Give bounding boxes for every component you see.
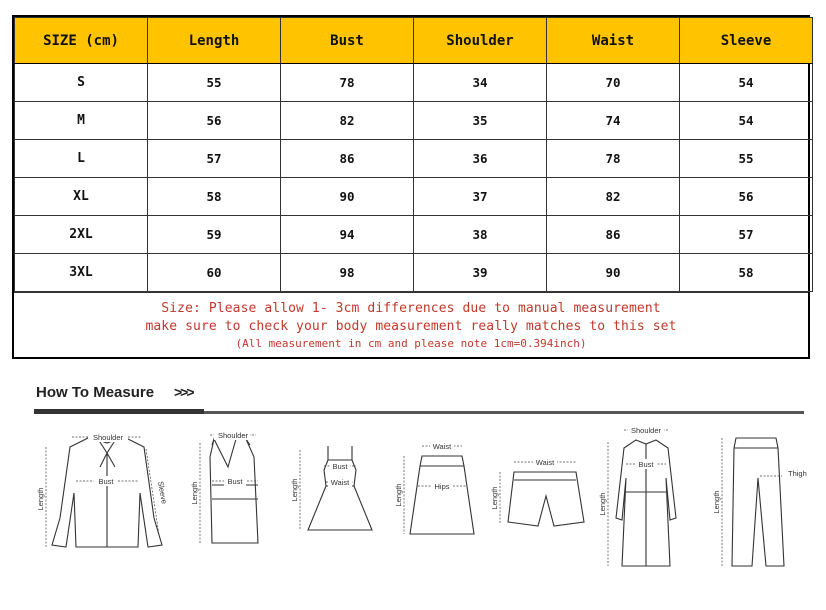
cell-waist: 90: [547, 254, 680, 292]
cell-size: M: [15, 102, 148, 140]
cell-bust: 90: [281, 178, 414, 216]
cell-sleeve: 54: [680, 102, 813, 140]
length-label: Length: [36, 487, 45, 511]
cell-bust: 94: [281, 216, 414, 254]
length-label: Length: [598, 492, 607, 516]
waist-label: Waist: [330, 478, 350, 487]
cell-waist: 70: [547, 64, 680, 102]
cell-size: XL: [15, 178, 148, 216]
measurement-note: [14, 292, 808, 358]
cell-shoulder: 39: [414, 254, 547, 292]
cell-length: 60: [148, 254, 281, 292]
table-header-row: [15, 18, 813, 64]
size-chart-table: [12, 15, 810, 359]
cell-size: S: [15, 64, 148, 102]
table-row: [15, 178, 813, 216]
bust-label: Bust: [227, 477, 243, 486]
section-divider: [34, 411, 804, 414]
table-row: [15, 140, 813, 178]
length-label: Length: [712, 490, 721, 514]
length-label: Length: [190, 481, 199, 505]
vest-illustration: [184, 423, 284, 558]
cell-bust: 98: [281, 254, 414, 292]
cell-bust: 86: [281, 140, 414, 178]
table-row: [15, 216, 813, 254]
bust-label: Bust: [638, 460, 654, 469]
trousers-illustration: [702, 426, 812, 576]
header-waist: Waist: [547, 18, 680, 64]
cell-size: L: [15, 140, 148, 178]
cell-size: 2XL: [15, 216, 148, 254]
table-row: [15, 102, 813, 140]
size-table-grid: [14, 17, 813, 292]
header-bust: Bust: [281, 18, 414, 64]
cell-sleeve: 58: [680, 254, 813, 292]
cell-sleeve: 57: [680, 216, 813, 254]
header-size: SIZE (cm): [15, 18, 148, 64]
cell-length: 58: [148, 178, 281, 216]
cell-waist: 74: [547, 102, 680, 140]
cell-shoulder: 37: [414, 178, 547, 216]
bust-label: Bust: [98, 477, 114, 486]
cell-shoulder: 38: [414, 216, 547, 254]
triple-chevron-icon: >>>: [174, 384, 193, 400]
cell-length: 59: [148, 216, 281, 254]
shirt-illustration: [32, 423, 182, 558]
shoulder-label: Shoulder: [630, 426, 662, 435]
note-line-3: (All measurement in cm and please note 1cm=0.394inch): [235, 336, 587, 350]
header-sleeve: Sleeve: [680, 18, 813, 64]
table-row: [15, 64, 813, 102]
cell-shoulder: 34: [414, 64, 547, 102]
shoulder-label: Shoulder: [92, 433, 124, 442]
cell-length: 55: [148, 64, 281, 102]
cell-bust: 82: [281, 102, 414, 140]
dress-illustration: [286, 430, 396, 555]
cell-waist: 82: [547, 178, 680, 216]
cell-length: 56: [148, 102, 281, 140]
cell-bust: 78: [281, 64, 414, 102]
how-to-measure-section: [14, 368, 814, 598]
hips-label: Hips: [434, 482, 450, 491]
note-line-1: Size: Please allow 1- 3cm differences due to manual measurement: [161, 300, 661, 316]
thigh-label: Thigh: [788, 469, 807, 478]
cell-sleeve: 56: [680, 178, 813, 216]
cell-sleeve: 54: [680, 64, 813, 102]
length-label: Length: [394, 483, 403, 507]
sleeve-label: Sleeve: [156, 480, 169, 505]
skirt-illustration: [392, 430, 487, 545]
note-line-2: make sure to check your body measurement really matches to this set: [145, 318, 677, 334]
length-label: Length: [490, 486, 499, 510]
waist-label: Waist: [432, 442, 452, 451]
cell-length: 57: [148, 140, 281, 178]
cell-shoulder: 35: [414, 102, 547, 140]
cell-waist: 86: [547, 216, 680, 254]
bust-label: Bust: [332, 462, 348, 471]
cell-shoulder: 36: [414, 140, 547, 178]
shorts-illustration: [490, 446, 600, 541]
shoulder-label: Shoulder: [217, 431, 249, 440]
how-to-measure-title: How To Measure: [36, 384, 155, 401]
header-length: Length: [148, 18, 281, 64]
waist-label: Waist: [535, 458, 555, 467]
coat-illustration: [596, 418, 696, 578]
cell-sleeve: 55: [680, 140, 813, 178]
header-shoulder: Shoulder: [414, 18, 547, 64]
cell-waist: 78: [547, 140, 680, 178]
table-row: [15, 254, 813, 292]
length-label: Length: [290, 478, 299, 502]
cell-size: 3XL: [15, 254, 148, 292]
